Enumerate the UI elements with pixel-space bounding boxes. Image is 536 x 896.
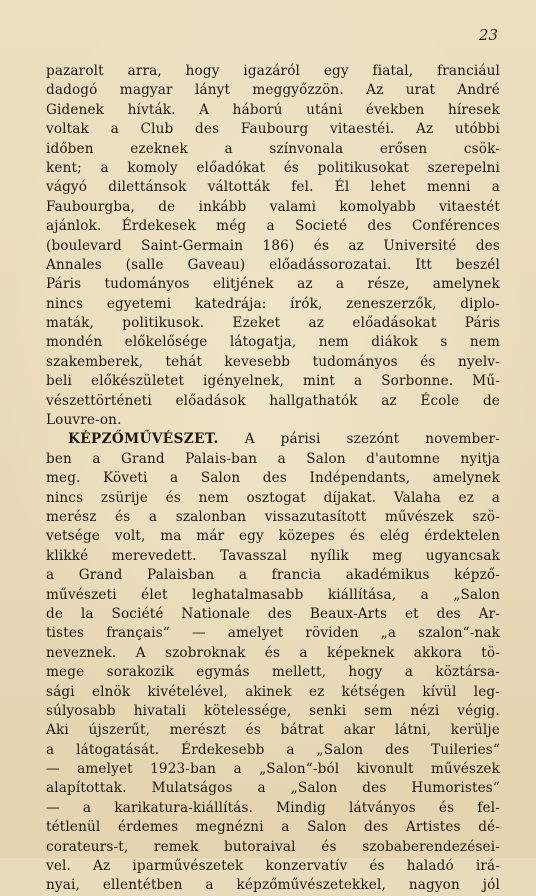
text-line: vetsége volt, ma már egy közepes és elég érdektelen — [46, 528, 500, 545]
text-line: dadogó magyar lányt meggyőzzön. Az urat André — [46, 82, 500, 99]
body-text — [46, 62, 500, 896]
text-line: tétlenül érdemes megnézni a Salon des Artistes dé- — [46, 819, 500, 836]
text-line: szakemberek, tehát kevesebb tudományos és nyelv- — [46, 353, 500, 370]
text-line: voltak a Club des Faubourg vitaestéi. Az utóbbi — [46, 121, 500, 138]
text-line: corateurs-t, remek butoraival és szobaberendezései- — [46, 838, 500, 855]
text-line: sági elnök kivételével, akinek ez kétségen kívül leg- — [46, 683, 500, 700]
text-line: kent; a komoly előadókat és politikusokat szerepelni — [46, 159, 500, 176]
text-line: vészettörténeti előadások hallgathatók az École de — [46, 392, 500, 409]
text-line: időben ezeknek a színvonala erősen csök- — [46, 140, 500, 157]
text-line: Annales (salle Gaveau) előadássorozatai. Itt beszél — [46, 256, 500, 273]
text-line: nyai, ellentétben a képzőművészetekkel, nagyon jól — [46, 877, 500, 894]
text-line — [46, 430, 500, 449]
text-line: nincs egyetemi katedrája: írók, zeneszerzők, diplo- — [46, 295, 500, 312]
text-line: — amelyet 1923-ban a „Salon“-ból kivonult művészek — [46, 761, 500, 778]
text-line: merész és a szalonban vissazutasított művészek szö- — [46, 508, 500, 525]
text-line: vágyó dilettánsok váltották fel. Él lehet menni a — [46, 179, 500, 196]
section-heading: KÉPZŐMŰVÉSZET. — [68, 431, 219, 448]
text-line: meg. Követi a Salon des Indépendants, amelynek — [46, 470, 500, 487]
text-line: alapítottak. Mulatságos a „Salon des Humoristes“ — [46, 780, 500, 797]
text-line: mondén előkelősége látogatja, nem diákok s nem — [46, 334, 500, 351]
text-line: Gidenek hívták. A háború utáni években híresek — [46, 101, 500, 118]
text-line: mege sorakozik egymás mellett, hogy a köztársa- — [46, 664, 500, 681]
text-line: beli előkészületet igényelnek, mint a Sorbonne. Mű- — [46, 373, 500, 390]
text-line: a Grand Palaisban a francia akadémikus képző- — [46, 567, 500, 584]
text-line: vel. Az iparművészetek konzervatív és haladó irá- — [46, 858, 500, 875]
text-line: Louvre-on. — [46, 412, 122, 429]
text-line: művészeti élet leghatalmasabb kiállítása, a „Salon — [46, 586, 500, 603]
text-line: ajánlok. Érdekesek még a Societé des Conférences — [46, 218, 500, 235]
text-line: nincs zsürije és nem osztogat díjakat. Valaha ez a — [46, 489, 500, 506]
text-line: de la Société Nationale des Beaux-Arts et des Ar- — [46, 605, 500, 622]
text-line: súlyosabb hivatali kötelessége, senki sem nézi végig. — [46, 702, 500, 719]
text-line: a látogatását. Érdekesebb a „Salon des Tuileries“ — [46, 741, 500, 758]
text-line: neveznek. A szobroknak és a képeknek akkora tö- — [46, 644, 500, 661]
text-line: Faubourgba, de inkább valami komolyabb vitaestét — [46, 198, 500, 215]
text-line: klikké merevedett. Tavasszal nyílik meg ugyancsak — [46, 547, 500, 564]
text-line: ben a Grand Palais-ban a Salon d'automne nyitja — [46, 450, 500, 467]
text-line: — a karikatura-kiállítás. Mindig látványos és fel- — [46, 799, 500, 816]
page-number: 23 — [478, 26, 498, 44]
text-line: pazarolt arra, hogy igazáról egy fiatal, franciául — [46, 63, 500, 79]
text-line: tistes français“ — amelyet röviden „a szalon“-nak — [46, 625, 500, 642]
text-line: maták, politikusok. Ezeket az előadásokat Páris — [46, 315, 500, 332]
text-line: Aki újszerűt, merészt és bátrat akar látni, kerülje — [46, 722, 500, 739]
text-line: Páris tudományos elitjének az a része, amelynek — [46, 276, 500, 293]
text-line-rest: A párisi szezónt november- — [218, 431, 500, 448]
text-line: (boulevard Saint-Germain 186) és az Université des — [46, 237, 500, 254]
